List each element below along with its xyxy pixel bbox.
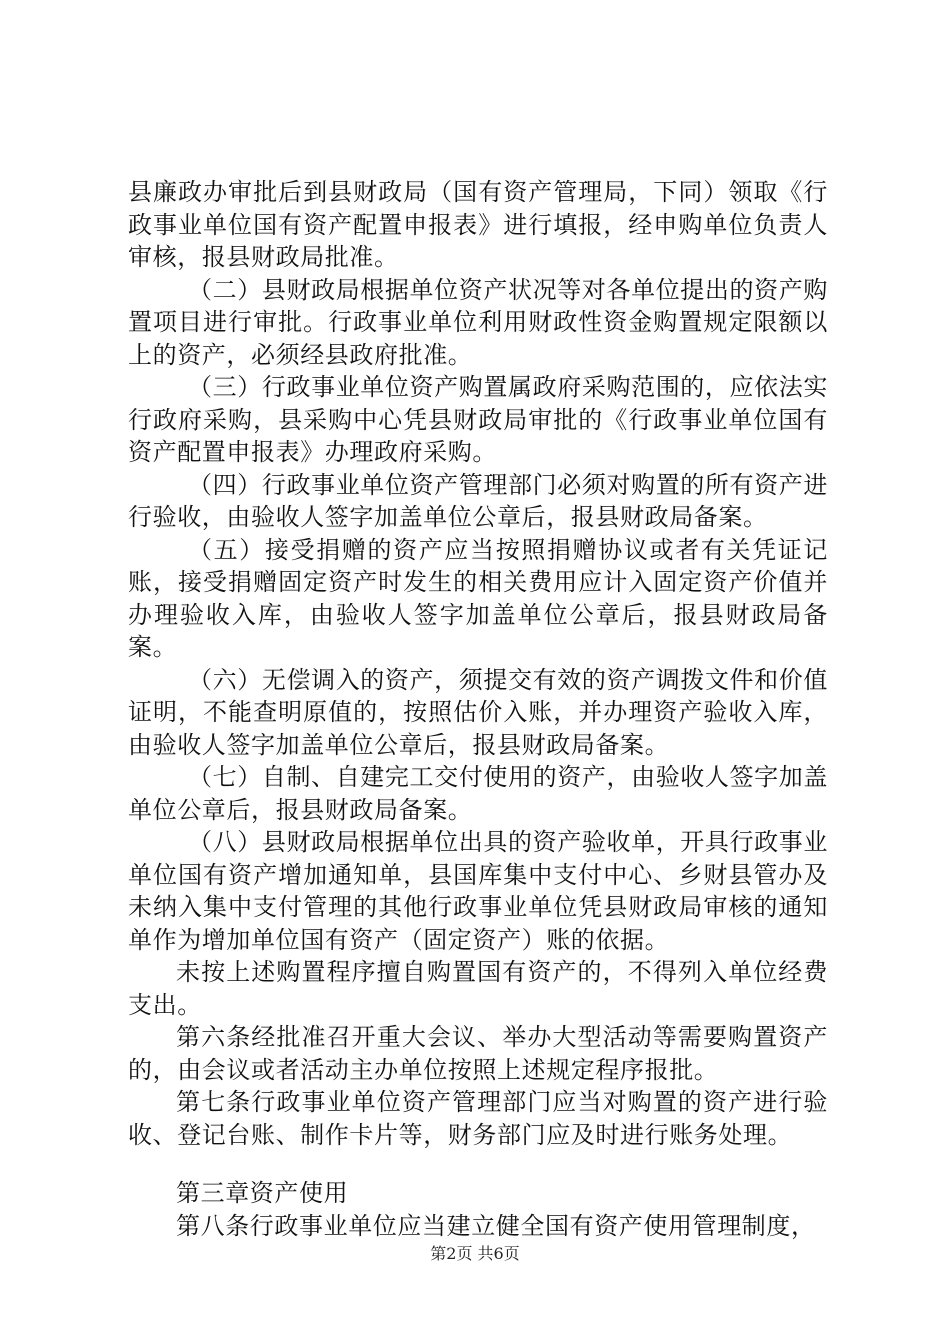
paragraph-unauthorized-purchase: 未按上述购置程序擅自购置国有资产的，不得列入单位经费支出。 xyxy=(128,958,828,1019)
paragraph-item-4: （四）行政事业单位资产管理部门必须对购置的所有资产进行验收，由验收人签字加盖单位公章后，报县财政局备案。 xyxy=(128,470,828,531)
paragraph-item-3: （三）行政事业单位资产购置属政府采购范围的，应依法实行政府采购，县采购中心凭县财政局审批的《行政事业单位国有资产配置申报表》办理政府采购。 xyxy=(128,373,828,466)
paragraph-item-5: （五）接受捐赠的资产应当按照捐赠协议或者有关凭证记账，接受捐赠固定资产时发生的相关费用应计入固定资产价值并办理验收入库，由验收人签字加盖单位公章后，报县财政局备案。 xyxy=(128,535,828,661)
paragraph-approval: 县廉政办审批后到县财政局（国有资产管理局，下同）领取《行政事业单位国有资产配置申报表》进行填报，经申购单位负责人审核，报县财政局批准。 xyxy=(128,178,828,271)
paragraph-article-6: 第六条经批准召开重大会议、举办大型活动等需要购置资产的，由会议或者活动主办单位按照上述规定程序报批。 xyxy=(128,1023,828,1084)
chapter-heading: 第三章资产使用 xyxy=(176,1179,349,1207)
page-number-footer: 第2页 共6页 xyxy=(430,1244,520,1263)
paragraph-article-8: 第八条行政事业单位应当建立健全国有资产使用管理制度， xyxy=(176,1211,816,1240)
paragraph-item-7: （七）自制、自建完工交付使用的资产，由验收人签字加盖单位公章后，报县财政局备案。 xyxy=(128,763,828,824)
paragraph-item-6: （六）无偿调入的资产，须提交有效的资产调拨文件和价值证明，不能查明原值的，按照估价入账，并办理资产验收入库，由验收人签字加盖单位公章后，报县财政局备案。 xyxy=(128,665,828,759)
paragraph-item-2: （二）县财政局根据单位资产状况等对各单位提出的资产购置项目进行审批。行政事业单位利用财政性资金购置规定限额以上的资产，必须经县政府批准。 xyxy=(128,275,828,369)
document-body xyxy=(128,176,828,1242)
paragraph-item-8: （八）县财政局根据单位出具的资产验收单，开具行政事业单位国有资产增加通知单，县国库集中支付中心、乡财县管办及未纳入集中支付管理的其他行政事业单位凭县财政局审核的通知单作为增加单位国有资产（固定资产）账的依据。 xyxy=(128,828,828,954)
paragraph-article-7: 第七条行政事业单位资产管理部门应当对购置的资产进行验收、登记台账、制作卡片等，财务部门应及时进行账务处理。 xyxy=(128,1088,828,1149)
